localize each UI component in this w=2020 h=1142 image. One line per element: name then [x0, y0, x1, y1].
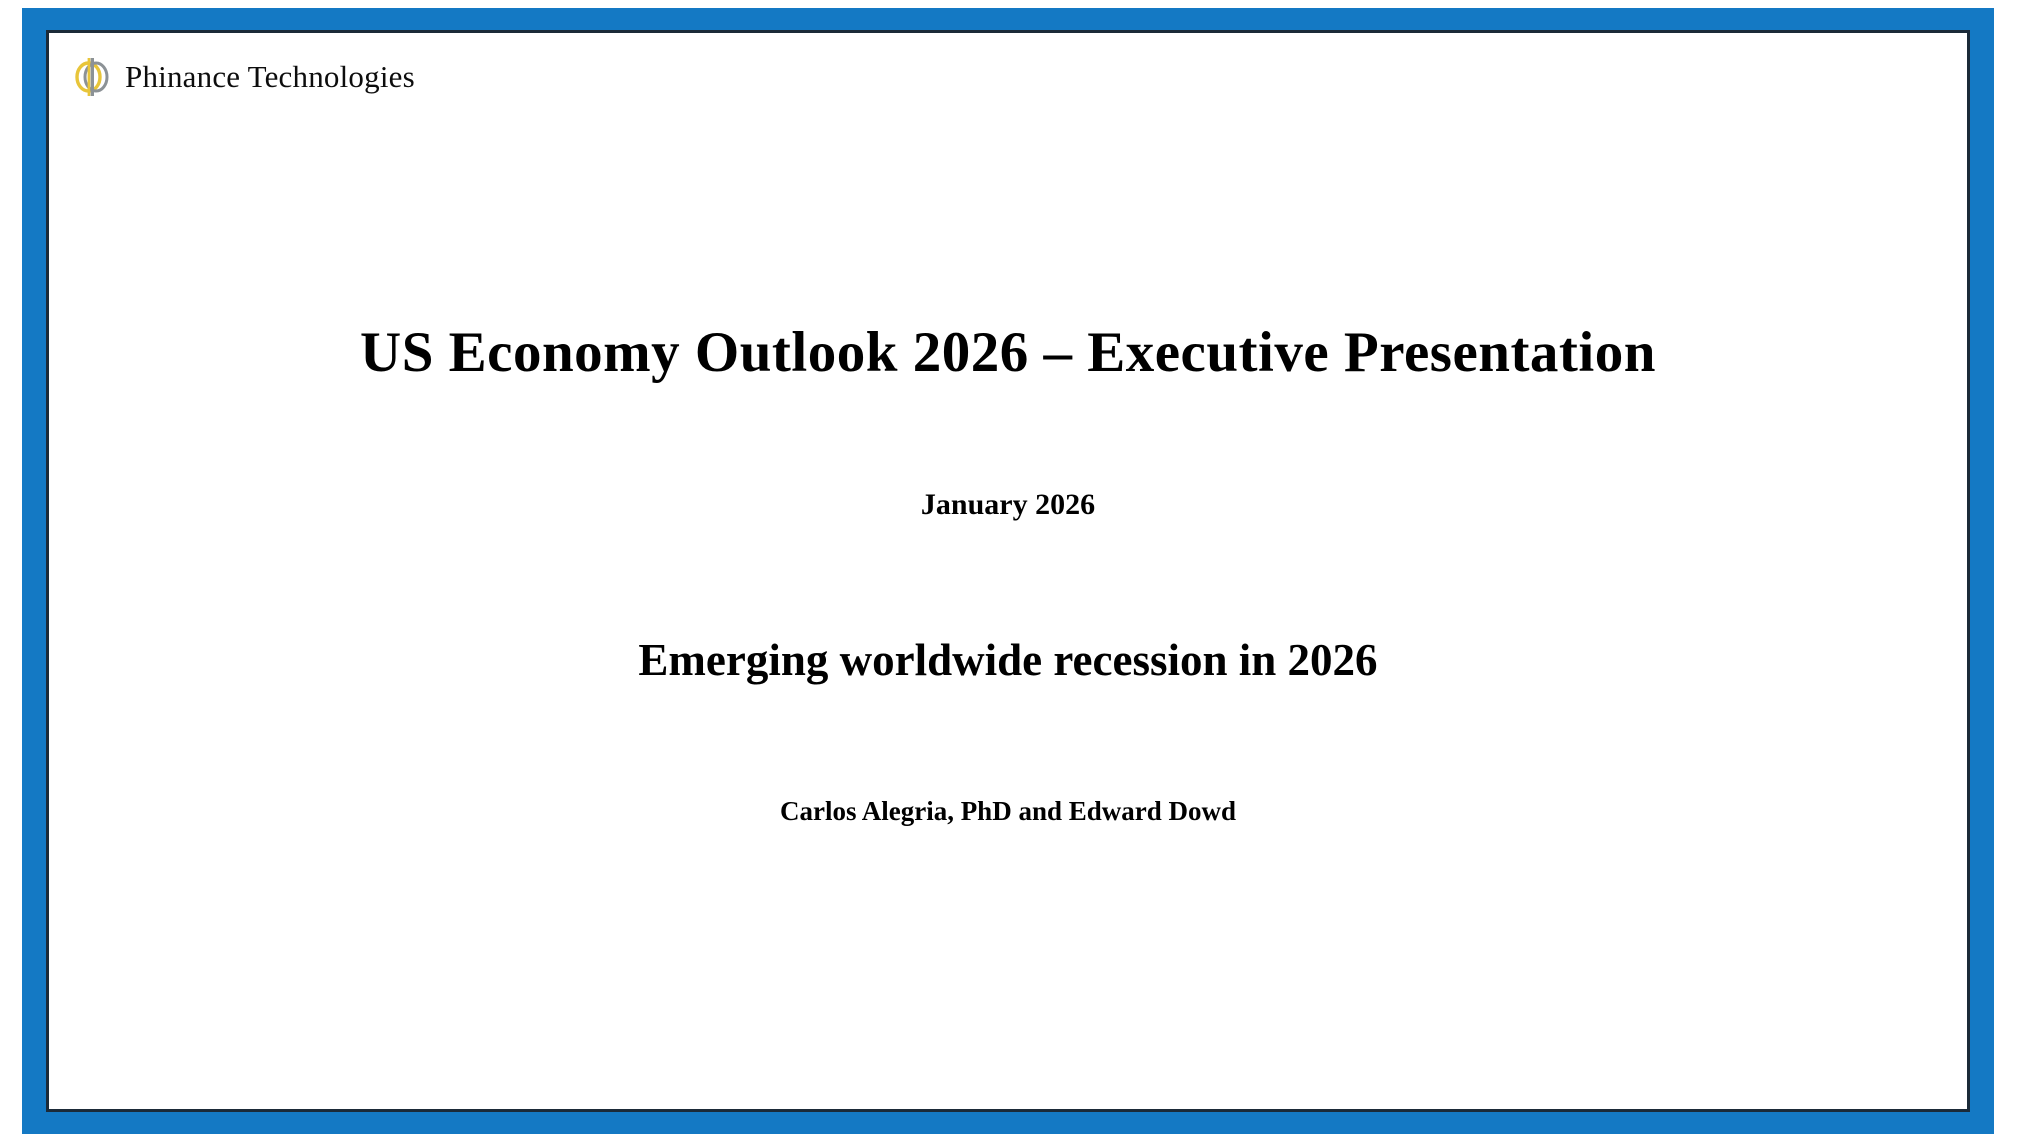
page-title: US Economy Outlook 2026 – Executive Presentation	[360, 321, 1656, 384]
authors: Carlos Alegria, PhD and Edward Dowd	[779, 795, 1237, 826]
slide-canvas	[46, 30, 1970, 1112]
presentation-date: January 2026	[920, 487, 1096, 521]
slide-text-block	[49, 33, 1967, 1109]
slide-frame	[22, 8, 1994, 1134]
page-subtitle: Emerging worldwide recession in 2026	[638, 634, 1378, 685]
brand-name: Phinance Technologies	[125, 59, 415, 94]
